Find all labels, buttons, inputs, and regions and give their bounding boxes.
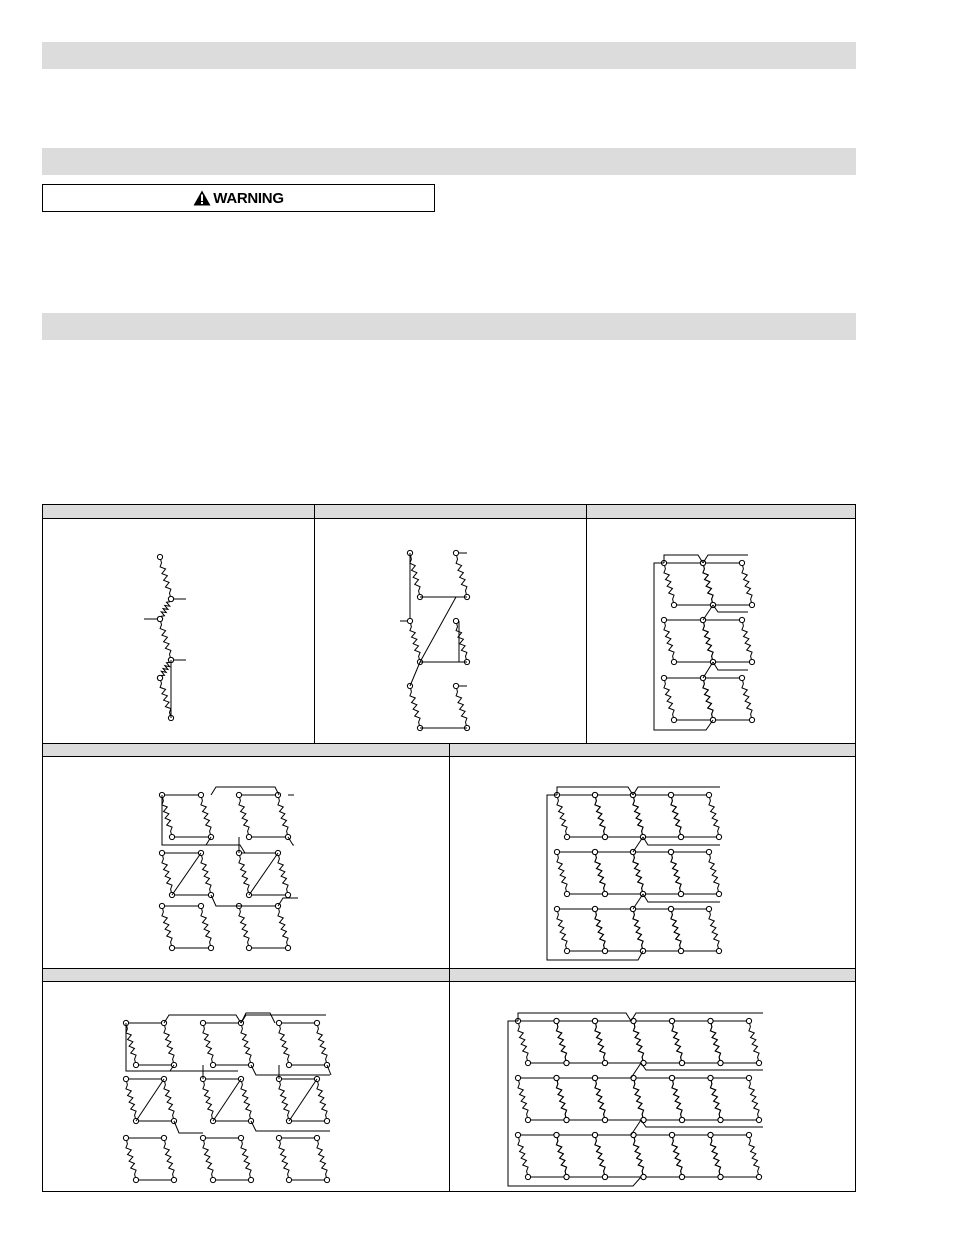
winding-coil (203, 1079, 213, 1121)
wire (211, 787, 279, 795)
terminal (668, 792, 673, 797)
terminal (453, 683, 458, 688)
terminal (641, 1174, 646, 1179)
winding-coil (160, 660, 171, 678)
wire (631, 1063, 641, 1078)
terminal (708, 1018, 713, 1023)
wire (162, 795, 245, 853)
terminal (718, 1117, 723, 1122)
terminal (171, 1177, 176, 1182)
winding-coil (162, 795, 172, 837)
terminal (671, 602, 676, 607)
terminal (554, 1075, 559, 1080)
terminal (669, 1075, 674, 1080)
terminal (708, 1075, 713, 1080)
winding-coil (672, 1078, 682, 1120)
winding-coil (279, 1138, 289, 1180)
terminal (668, 906, 673, 911)
terminal (515, 1132, 520, 1137)
winding-coil (595, 1135, 605, 1177)
wire (288, 837, 294, 845)
terminal (592, 906, 597, 911)
terminal (602, 891, 607, 896)
winding-coil (749, 1135, 759, 1177)
wire (174, 1121, 203, 1133)
terminal (169, 945, 174, 950)
winding-coil (671, 852, 681, 894)
terminal (661, 617, 666, 622)
winding-coil (633, 909, 643, 951)
terminal (661, 675, 666, 680)
winding-coil (703, 678, 713, 720)
terminal (324, 1118, 329, 1123)
winding-coil (410, 621, 420, 662)
winding-coil (201, 853, 211, 895)
wire (664, 555, 703, 563)
winding-coil (279, 1079, 289, 1121)
terminal (210, 1062, 215, 1067)
warning-label: WARNING (213, 189, 284, 207)
winding-coil (162, 906, 172, 948)
winding-coil (279, 1023, 289, 1065)
terminal (157, 554, 162, 559)
terminal (749, 659, 754, 664)
terminal (602, 1174, 607, 1179)
winding-coil (595, 852, 605, 894)
terminal (749, 717, 754, 722)
terminal (739, 617, 744, 622)
terminal (159, 850, 164, 855)
wire (633, 894, 643, 909)
winding-coil (162, 853, 172, 895)
terminal (246, 945, 251, 950)
terminal (525, 1174, 530, 1179)
winding-coil (633, 852, 643, 894)
winding-coil (160, 599, 171, 619)
terminal (564, 1174, 569, 1179)
terminal (718, 1060, 723, 1065)
wire (547, 795, 643, 960)
terminal (756, 1117, 761, 1122)
terminal (679, 1117, 684, 1122)
winding-coil (556, 1021, 566, 1063)
winding-coil (664, 620, 674, 662)
wire (126, 1023, 238, 1071)
terminal (453, 550, 458, 555)
winding-coil (201, 795, 211, 837)
terminal (123, 1076, 128, 1081)
winding-coil (239, 906, 249, 948)
winding-coil (317, 1138, 327, 1180)
winding-coil (160, 619, 171, 660)
terminal (123, 1135, 128, 1140)
winding-coil (160, 678, 171, 718)
wire (641, 1120, 763, 1127)
terminal (756, 1174, 761, 1179)
winding-coil (742, 678, 752, 720)
terminal (248, 1177, 253, 1182)
terminal (157, 616, 162, 621)
terminal (453, 618, 458, 623)
wire (703, 662, 713, 678)
winding-coil (456, 686, 467, 728)
terminal (314, 1020, 319, 1025)
terminal (706, 906, 711, 911)
terminal (641, 1117, 646, 1122)
winding-coil (633, 1021, 643, 1063)
winding-coil (126, 1079, 136, 1121)
terminal (716, 948, 721, 953)
terminal (208, 945, 213, 950)
winding-coil (241, 1023, 251, 1065)
winding-coil (278, 906, 288, 948)
winding-coil (595, 1078, 605, 1120)
terminal (706, 849, 711, 854)
terminal (314, 1135, 319, 1140)
winding-coil (456, 553, 467, 597)
terminal (157, 675, 162, 680)
terminal (554, 1132, 559, 1137)
terminal (592, 1075, 597, 1080)
terminal (407, 618, 412, 623)
terminal (641, 1060, 646, 1065)
winding-coil (518, 1078, 528, 1120)
terminal (602, 948, 607, 953)
terminal (602, 1060, 607, 1065)
winding-coil (672, 1021, 682, 1063)
winding-coil (317, 1079, 327, 1121)
terminal (564, 1117, 569, 1122)
terminal (133, 1177, 138, 1182)
winding-coil (742, 563, 752, 605)
winding-coil (710, 1078, 720, 1120)
wire (249, 853, 278, 895)
terminal (554, 849, 559, 854)
wire (278, 898, 298, 906)
terminal (602, 834, 607, 839)
terminal (678, 891, 683, 896)
terminal (161, 1135, 166, 1140)
winding-coil (595, 795, 605, 837)
terminal (198, 903, 203, 908)
winding-coil (557, 795, 567, 837)
terminal (564, 891, 569, 896)
terminal (276, 1020, 281, 1025)
wire (136, 1079, 164, 1121)
terminal (718, 1174, 723, 1179)
terminal (515, 1075, 520, 1080)
terminal (592, 1132, 597, 1137)
winding-coil (556, 1078, 566, 1120)
winding-coil (278, 853, 288, 895)
terminal (716, 891, 721, 896)
terminal (678, 834, 683, 839)
winding-coil (671, 795, 681, 837)
terminal (554, 906, 559, 911)
winding-coil (672, 1135, 682, 1177)
terminal (669, 1018, 674, 1023)
terminal (133, 1062, 138, 1067)
winding-coil (164, 1138, 174, 1180)
winding-coil (595, 1021, 605, 1063)
terminal (286, 1177, 291, 1182)
winding-coil (557, 852, 567, 894)
terminal (756, 1060, 761, 1065)
terminal (739, 675, 744, 680)
wire (631, 1013, 763, 1021)
terminal (168, 596, 173, 601)
winding-coil (671, 909, 681, 951)
wire (289, 1079, 317, 1121)
terminal (671, 659, 676, 664)
terminal (602, 1117, 607, 1122)
terminal (564, 1060, 569, 1065)
winding-coil (633, 1135, 643, 1177)
terminal (554, 1018, 559, 1023)
winding-coil (410, 553, 420, 597)
terminal (671, 717, 676, 722)
terminal (525, 1117, 530, 1122)
winding-coil (633, 795, 643, 837)
terminal (706, 792, 711, 797)
winding-coil (410, 686, 420, 728)
winding-coil (749, 1021, 759, 1063)
winding-coil (703, 563, 713, 605)
winding-coil (710, 1021, 720, 1063)
wire (631, 1120, 641, 1135)
winding-coil (239, 795, 249, 837)
terminal (679, 1174, 684, 1179)
winding-coil (203, 1138, 213, 1180)
winding-coil (518, 1135, 528, 1177)
terminal (739, 560, 744, 565)
terminal (238, 1135, 243, 1140)
winding-coil (126, 1138, 136, 1180)
terminal (669, 1132, 674, 1137)
terminal (678, 948, 683, 953)
terminal (198, 792, 203, 797)
terminal (592, 849, 597, 854)
terminal (159, 903, 164, 908)
terminal (564, 834, 569, 839)
terminal (716, 834, 721, 839)
terminal (246, 834, 251, 839)
winding-coil (709, 852, 719, 894)
winding-coil (203, 1023, 213, 1065)
terminal (210, 1177, 215, 1182)
wire (713, 605, 748, 612)
terminal (749, 602, 754, 607)
winding-coil (664, 563, 674, 605)
winding-coil (201, 906, 211, 948)
winding-coil (664, 678, 674, 720)
winding-coil (456, 621, 467, 662)
terminal (668, 849, 673, 854)
winding-coil (595, 909, 605, 951)
terminal (746, 1132, 751, 1137)
winding-coil (239, 853, 249, 895)
winding-coil (710, 1135, 720, 1177)
terminal (708, 1132, 713, 1137)
terminal (276, 1135, 281, 1140)
winding-coil (317, 1023, 327, 1065)
terminal (200, 1020, 205, 1025)
wire (654, 563, 713, 730)
terminal (285, 945, 290, 950)
winding-coil (633, 1078, 643, 1120)
terminal (679, 1060, 684, 1065)
winding-coil (557, 909, 567, 951)
terminal (200, 1135, 205, 1140)
wire (713, 662, 748, 670)
terminal (236, 792, 241, 797)
terminal (592, 792, 597, 797)
wire (508, 1021, 641, 1186)
winding-coil (278, 795, 288, 837)
wire (641, 1063, 763, 1070)
terminal (564, 948, 569, 953)
terminal (746, 1075, 751, 1080)
terminal (285, 892, 290, 897)
winding-coil (742, 620, 752, 662)
wire (213, 1079, 241, 1121)
terminal (324, 1177, 329, 1182)
wire (241, 1015, 326, 1023)
terminal (286, 1062, 291, 1067)
winding-coil (709, 909, 719, 951)
winding-coil (241, 1079, 251, 1121)
wire (518, 1013, 631, 1021)
winding-coil (709, 795, 719, 837)
wire (172, 853, 201, 895)
wire (410, 662, 420, 686)
terminal (169, 834, 174, 839)
wire (633, 837, 643, 852)
winding-coil (241, 1138, 251, 1180)
wire (703, 605, 713, 620)
terminal (525, 1060, 530, 1065)
terminal (746, 1018, 751, 1023)
terminal (592, 1018, 597, 1023)
winding-coil (126, 1023, 136, 1065)
winding-coil (160, 557, 171, 599)
winding-coil (164, 1023, 174, 1065)
winding-coil (164, 1079, 174, 1121)
winding-coil (556, 1135, 566, 1177)
winding-coil (518, 1021, 528, 1063)
winding-coil (749, 1078, 759, 1120)
winding-coil (703, 620, 713, 662)
wire (420, 597, 456, 662)
